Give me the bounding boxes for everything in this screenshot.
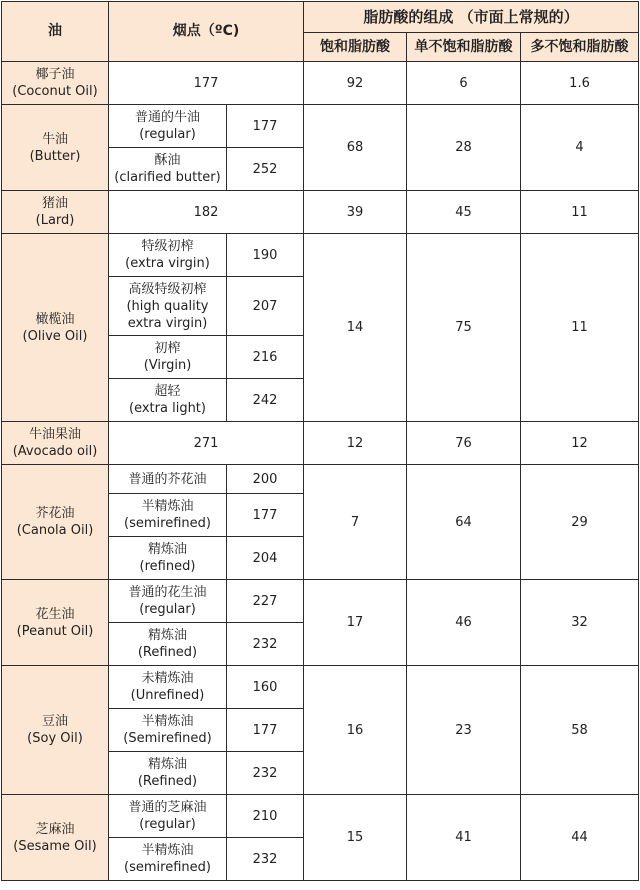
variant-name-cell (109, 148, 227, 191)
variant-name-cn: 普通的芥花油 (128, 471, 207, 487)
variant-name-en: (high quality (126, 298, 209, 314)
oil-smoke-point-table (1, 1, 639, 881)
saturated-value: 15 (304, 795, 407, 881)
variant-name-cell (109, 795, 227, 838)
variant-name-cell (109, 105, 227, 148)
smoke-point-value: 232 (227, 623, 304, 666)
polyunsaturated-value: 29 (521, 465, 639, 580)
variant-name-en: (Unrefined) (130, 688, 205, 703)
variant-name-cell (109, 666, 227, 709)
variant-name-cell (109, 379, 227, 422)
oil-name-en: (Peanut Oil) (16, 623, 94, 639)
monounsaturated-value: 28 (407, 105, 521, 191)
oil-name-en: (Canola Oil) (16, 523, 94, 538)
oil-name-cell (2, 422, 109, 465)
monounsaturated-value: 75 (407, 234, 521, 422)
variant-name-cn: 特级初榨 (141, 239, 194, 254)
oil-name-cell (2, 62, 109, 105)
variant-name-cn: 半精炼油 (141, 843, 194, 858)
variant-name-cell (109, 709, 227, 752)
variant-name-cn: 未精炼油 (141, 671, 194, 686)
smoke-point-value: 177 (227, 709, 304, 752)
oil-name-cell (2, 666, 109, 795)
saturated-value: 16 (304, 666, 407, 795)
smoke-point-value: 271 (109, 422, 304, 465)
oil-name-cell (2, 191, 109, 234)
table-body (2, 62, 639, 881)
oil-name-cn: 猪油 (41, 196, 68, 211)
saturated-value: 12 (304, 422, 407, 465)
variant-name-cell (109, 838, 227, 881)
smoke-point-value: 242 (227, 379, 304, 422)
oil-name-cn: 豆油 (41, 714, 68, 729)
monounsaturated-value: 23 (407, 666, 521, 795)
polyunsaturated-value: 4 (521, 105, 639, 191)
variant-name-cell (109, 537, 227, 580)
monounsaturated-value: 41 (407, 795, 521, 881)
monounsaturated-value: 45 (407, 191, 521, 234)
variant-name-cn: 高级特级初榨 (128, 281, 207, 297)
table-row (2, 234, 639, 277)
oil-name-cell (2, 234, 109, 422)
variant-name-cn: 半精炼油 (141, 499, 194, 514)
polyunsaturated-value: 12 (521, 422, 639, 465)
header-polyunsaturated: 多不饱和脂肪酸 (521, 33, 639, 62)
oil-name-cn: 芝麻油 (35, 821, 75, 837)
smoke-point-value: 177 (227, 494, 304, 537)
smoke-point-value: 252 (227, 148, 304, 191)
monounsaturated-value: 76 (407, 422, 521, 465)
polyunsaturated-value: 44 (521, 795, 639, 881)
smoke-point-value: 177 (109, 62, 304, 105)
polyunsaturated-value: 58 (521, 666, 639, 795)
smoke-point-value: 216 (227, 336, 304, 379)
smoke-point-value: 227 (227, 580, 304, 623)
table-row (2, 580, 639, 623)
oil-name-cell (2, 105, 109, 191)
variant-name-cell (109, 336, 227, 379)
variant-name-en: (extra virgin) (125, 256, 210, 271)
smoke-point-value: 232 (227, 838, 304, 881)
variant-name-cn: 半精炼油 (141, 714, 194, 729)
oil-name-en: (Soy Oil) (27, 731, 83, 746)
variant-name-en: (refined) (139, 559, 196, 574)
oil-name-cn: 橄榄油 (35, 311, 75, 327)
table-row (2, 105, 639, 148)
polyunsaturated-value: 1.6 (521, 62, 639, 105)
polyunsaturated-value: 11 (521, 191, 639, 234)
oil-name-cn: 椰子油 (35, 67, 75, 82)
variant-name-en: (Semirefined) (123, 731, 212, 746)
variant-name-en: (semirefined) (124, 516, 211, 531)
oil-name-cn: 牛油果油 (28, 427, 81, 442)
header-oil: 油 (2, 2, 109, 62)
oil-name-en: (Avocado oil) (12, 444, 98, 459)
variant-name-en: (regular) (139, 817, 196, 832)
variant-name-cell (109, 494, 227, 537)
oil-name-cell (2, 795, 109, 881)
variant-name-cell (109, 277, 227, 336)
variant-name-cell (109, 623, 227, 666)
header-smoke-point: 烟点（ºC) (109, 2, 304, 62)
table-row (2, 191, 639, 234)
oil-name-en: (Lard) (35, 213, 75, 228)
variant-name-en: (Virgin) (143, 358, 192, 373)
variant-name-cell (109, 580, 227, 623)
variant-name-en: extra virgin) (127, 315, 208, 331)
table-row (2, 666, 639, 709)
variant-name-cell (109, 752, 227, 795)
saturated-value: 7 (304, 465, 407, 580)
smoke-point-value: 200 (227, 465, 304, 494)
smoke-point-value: 160 (227, 666, 304, 709)
saturated-value: 92 (304, 62, 407, 105)
header-saturated: 饱和脂肪酸 (304, 33, 407, 62)
variant-name-cn: 酥油 (154, 153, 181, 168)
variant-name-en: (extra light) (129, 401, 206, 416)
oil-name-en: (Olive Oil) (22, 328, 88, 344)
table-row (2, 62, 639, 105)
variant-name-en: (semirefined) (124, 860, 211, 875)
table-row (2, 422, 639, 465)
variant-name-cn: 普通的芝麻油 (128, 800, 207, 815)
monounsaturated-value: 6 (407, 62, 521, 105)
smoke-point-value: 232 (227, 752, 304, 795)
header-monounsaturated: 单不饱和脂肪酸 (407, 33, 521, 62)
variant-name-cn: 初榨 (154, 341, 181, 356)
polyunsaturated-value: 11 (521, 234, 639, 422)
variant-name-en: (regular) (139, 127, 196, 142)
polyunsaturated-value: 32 (521, 580, 639, 666)
monounsaturated-value: 64 (407, 465, 521, 580)
table-row (2, 465, 639, 494)
variant-name-en: (Refined) (137, 645, 198, 660)
saturated-value: 17 (304, 580, 407, 666)
smoke-point-value: 204 (227, 537, 304, 580)
variant-name-en: (clarified butter) (114, 170, 221, 185)
oil-name-cn: 花生油 (35, 606, 75, 622)
variant-name-cell (109, 234, 227, 277)
variant-name-cell (109, 465, 227, 494)
oil-name-cn: 芥花油 (35, 506, 75, 521)
saturated-value: 68 (304, 105, 407, 191)
smoke-point-value: 190 (227, 234, 304, 277)
smoke-point-value: 177 (227, 105, 304, 148)
saturated-value: 14 (304, 234, 407, 422)
oil-name-cell (2, 580, 109, 666)
variant-name-cn: 精炼油 (147, 628, 187, 643)
oil-name-cell (2, 465, 109, 580)
variant-name-cn: 普通的牛油 (134, 110, 200, 125)
table-row (2, 795, 639, 838)
variant-name-en: (Refined) (137, 774, 198, 789)
variant-name-cn: 普通的花生油 (128, 585, 207, 600)
smoke-point-value: 210 (227, 795, 304, 838)
header-fatty-acids: 脂肪酸的组成 （市面上常规的） (304, 2, 639, 33)
oil-name-en: (Sesame Oil) (13, 838, 97, 854)
smoke-point-value: 207 (227, 277, 304, 336)
oil-name-cn: 牛油 (41, 131, 68, 147)
variant-name-en: (regular) (139, 602, 196, 617)
oil-name-en: (Butter) (29, 148, 81, 164)
variant-name-cn: 精炼油 (147, 757, 187, 772)
oil-name-en: (Coconut Oil) (12, 84, 98, 99)
smoke-point-value: 182 (109, 191, 304, 234)
saturated-value: 39 (304, 191, 407, 234)
variant-name-cn: 超轻 (154, 384, 181, 399)
variant-name-cn: 精炼油 (147, 542, 187, 557)
monounsaturated-value: 46 (407, 580, 521, 666)
